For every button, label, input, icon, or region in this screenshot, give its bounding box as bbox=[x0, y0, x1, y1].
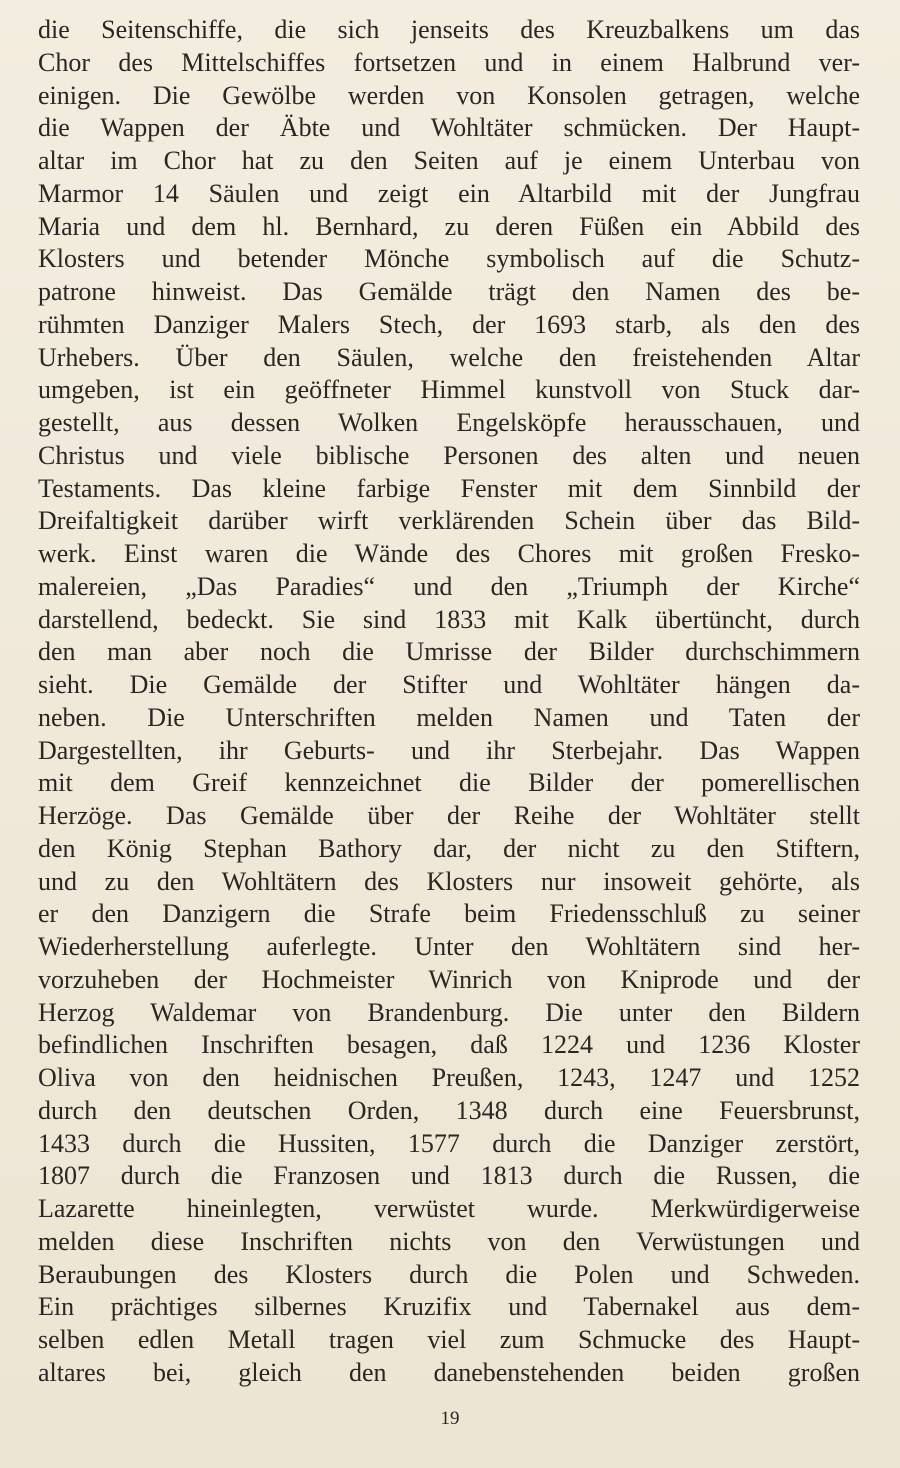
text-line: darstellend, bedeckt. Sie sind 1833 mit Kalk übertüncht, durch bbox=[38, 604, 860, 634]
text-line: Herzog Waldemar von Brandenburg. Die unter den Bildern bbox=[38, 997, 860, 1027]
text-line: den man aber noch die Umrisse der Bilder durchschimmern bbox=[38, 637, 860, 667]
text-line: Klosters und betender Mönche symbolisch auf die Schutz- bbox=[38, 244, 860, 274]
text-line: Herzöge. Das Gemälde über der Reihe der Wohltäter stellt bbox=[38, 801, 860, 830]
text-line: rühmten Danziger Malers Stech, der 1693 starb, als den des bbox=[38, 309, 860, 339]
text-line: Dargestellten, ihr Geburts- und ihr Sterbejahr. Das Wappen bbox=[38, 735, 860, 765]
text-line: altar im Chor hat zu den Seiten auf je einem Unterbau von bbox=[38, 146, 860, 175]
text-line: malereien, „Das Paradies“ und den „Triumph der Kirche“ bbox=[38, 571, 860, 601]
text-line: Wiederherstellung auferlegte. Unter den Wohltätern sind her- bbox=[38, 932, 860, 961]
text-line: Chor des Mittelschiffes fortsetzen und in einem Halbrund ver- bbox=[38, 47, 860, 77]
text-line: werk. Einst waren die Wände des Chores mit großen Fresko- bbox=[38, 539, 860, 568]
text-line: patrone hinweist. Das Gemälde trägt den Namen des be- bbox=[38, 277, 860, 306]
text-line: Marmor 14 Säulen und zeigt ein Altarbild mit der Jungfrau bbox=[38, 178, 860, 208]
text-line: einigen. Die Gewölbe werden von Konsolen getragen, welche bbox=[38, 80, 860, 110]
text-line: Beraubungen des Klosters durch die Polen und Schweden. bbox=[38, 1259, 860, 1289]
text-line: die Wappen der Äbte und Wohltäter schmücken. Der Haupt- bbox=[38, 113, 860, 143]
text-line: Lazarette hineinlegten, verwüstet wurde. Merkwürdigerweise bbox=[38, 1194, 860, 1223]
text-line: gestellt, aus dessen Wolken Engelsköpfe herausschauen, und bbox=[38, 408, 860, 437]
text-line: den König Stephan Bathory dar, der nicht zu den Stiftern, bbox=[38, 833, 860, 863]
text-line: melden diese Inschriften nichts von den Verwüstungen und bbox=[38, 1226, 860, 1256]
text-line: Urhebers. Über den Säulen, welche den freistehenden Altar bbox=[38, 342, 860, 372]
text-line: altares bei, gleich den danebenstehenden beiden großen bbox=[38, 1357, 860, 1387]
text-line: Maria und dem hl. Bernhard, zu deren Füßen ein Abbild des bbox=[38, 211, 860, 241]
text-line: die Seitenschiffe, die sich jenseits des Kreuzbalkens um das bbox=[38, 15, 860, 44]
text-line: Testaments. Das kleine farbige Fenster mit dem Sinnbild der bbox=[38, 473, 860, 503]
text-line: und zu den Wohltätern des Klosters nur insoweit gehörte, als bbox=[38, 866, 860, 896]
text-line: 1433 durch die Hussiten, 1577 durch die Danziger zerstört, bbox=[38, 1128, 860, 1158]
text-line: mit dem Greif kennzeichnet die Bilder der pomerellischen bbox=[38, 768, 860, 798]
body-text bbox=[38, 14, 860, 1390]
text-line: selben edlen Metall tragen viel zum Schmucke des Haupt- bbox=[38, 1325, 860, 1354]
text-line: Ein prächtiges silbernes Kruzifix und Tabernakel aus dem- bbox=[38, 1292, 860, 1322]
text-line: er den Danzigern die Strafe beim Friedensschluß zu seiner bbox=[38, 899, 860, 929]
text-line: Dreifaltigkeit darüber wirft verklärenden Schein über das Bild- bbox=[38, 506, 860, 536]
text-line: befindlichen Inschriften besagen, daß 1224 und 1236 Kloster bbox=[38, 1030, 860, 1060]
text-line: umgeben, ist ein geöffneter Himmel kunstvoll von Stuck dar- bbox=[38, 375, 860, 405]
text-line: 1807 durch die Franzosen und 1813 durch die Russen, die bbox=[38, 1161, 860, 1191]
text-line: durch den deutschen Orden, 1348 durch eine Feuersbrunst, bbox=[38, 1095, 860, 1125]
text-line: neben. Die Unterschriften melden Namen und Taten der bbox=[38, 702, 860, 732]
text-line: Christus und viele biblische Personen des alten und neuen bbox=[38, 440, 860, 470]
text-line: vorzuheben der Hochmeister Winrich von Kniprode und der bbox=[38, 964, 860, 994]
page-number: 19 bbox=[440, 1408, 460, 1429]
text-line: sieht. Die Gemälde der Stifter und Wohltäter hängen da- bbox=[38, 670, 860, 699]
text-line: Oliva von den heidnischen Preußen, 1243, 1247 und 1252 bbox=[38, 1063, 860, 1092]
